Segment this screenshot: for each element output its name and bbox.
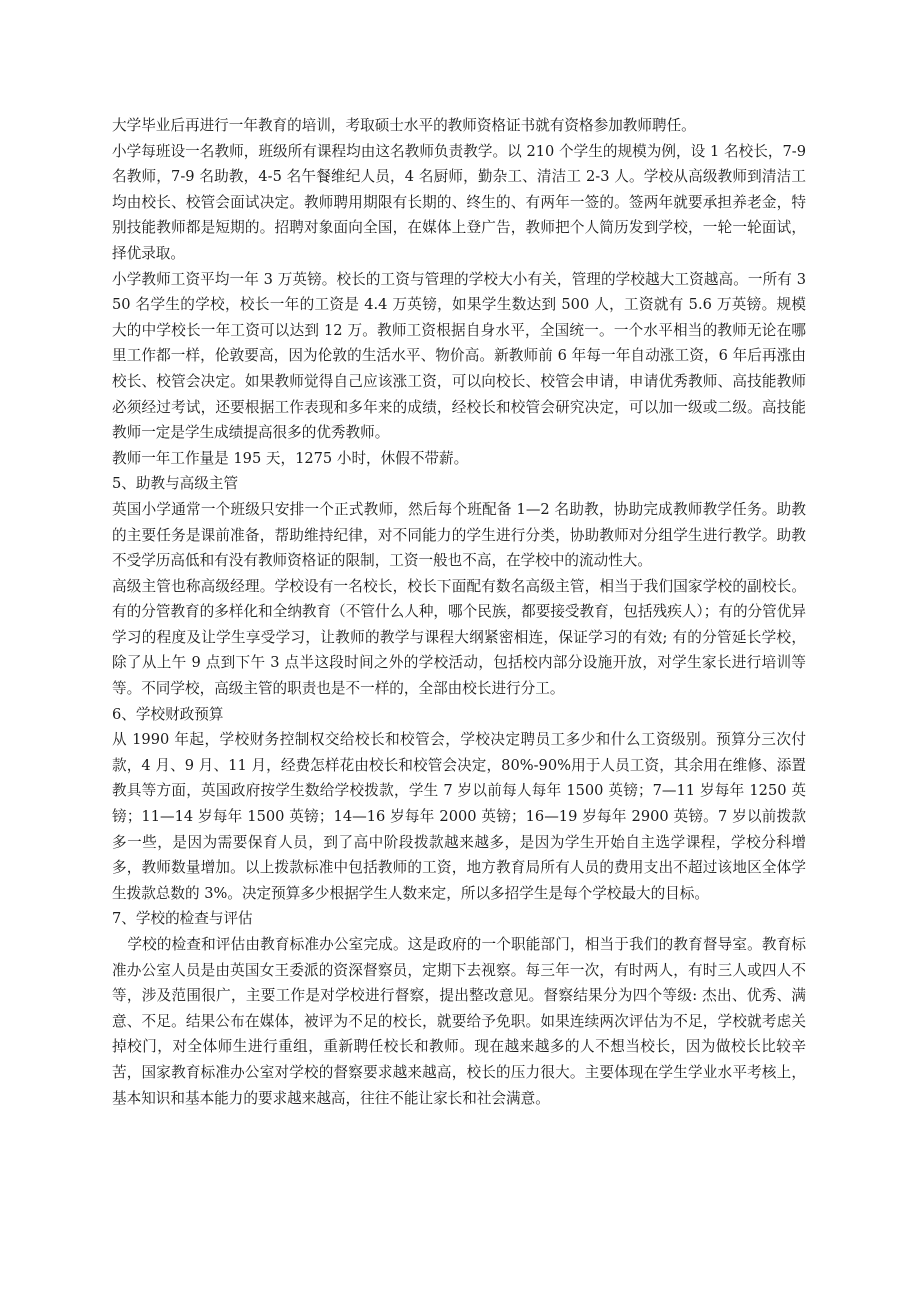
section-heading-5: 5、助教与高级主管: [112, 475, 239, 493]
section-heading-6: 6、学校财政预算: [112, 705, 224, 723]
paragraph-salary: 小学教师工资平均一年 3 万英镑。校长的工资与管理的学校大小有关，管理的学校越大工资越高。一所有 350 名学生的学校，校长一年的工资是 4.4 万英镑，如果学生数达到 500 人，工资就有 5.6 万英镑。规模大的中学校长一年工资可以达到 12 万。教师工资根据自身水平，全国统一。一个水平相当的教师无论在哪里工作都一样，伦敦要高，因为伦敦的生活水平、物价高。新教师前 6 年每一年自动涨工资，6 年后再涨由校长、校管会决定。如果教师觉得自己应该涨工资，可以向校长、校管会申请，申请优秀教师、高技能教师必须经过考试，还要根据工作表现和多年来的成绩，经校长和校管会研究决定，可以加一级或二级。高技能教师一定是学生成绩提高很多的优秀教师。: [112, 270, 806, 442]
section-heading-7: 7、学校的检查与评估: [112, 910, 253, 928]
paragraph-inspection: 学校的检查和评估由教育标准办公室完成。这是政府的一个职能部门，相当于我们的教育督导室。教育标准办公室人员是由英国女王委派的资深督察员，定期下去视察。每三年一次，有时两人，有时三人或四人不等，涉及范围很广，主要工作是对学校进行督察，提出整改意见。督察结果分为四个等级: 杰出、优秀、满意、不足。结果公布在媒体，被评为不足的校长，就要给予免职。如果连续两次评估为不足，学校就考虑关掉校门，对全体师生进行重组，重新聘任校长和教师。现在越来越多的人不想当校长，因为做校长比较辛苦，国家教育标准办公室对学校的督察要求越来越高，校长的压力很大。主要体现在学生学业水平考核上，基本知识和基本能力的要求越来越高，往往不能让家长和社会满意。: [112, 936, 806, 1107]
paragraph-staffing: 小学每班设一名教师，班级所有课程均由这名教师负责教学。以 210 个学生的规模为例，设 1 名校长，7-9 名教师，7-9 名助教，4-5 名午餐维纪人员，4 名厨师，勤杂工、清洁工 2-3 人。学校从高级教师到清洁工均由校长、校管会面试决定。教师聘用期限有长期的、终生的、有两年一签的。签两年就要承担养老金，特别技能教师都是短期的。招聘对象面向全国，在媒体上登广告，教师把个人简历发到学校，一轮一轮面试，择优录取。: [112, 142, 806, 262]
paragraph-teacher-training: 大学毕业后再进行一年教育的培训，考取硕士水平的教师资格证书就有资格参加教师聘任。: [112, 117, 696, 134]
document-body: [112, 113, 806, 1111]
paragraph-workload: 教师一年工作量是 195 天，1275 小时，休假不带薪。: [112, 449, 469, 467]
paragraph-budget: 从 1990 年起，学校财务控制权交给校长和校管会，学校决定聘员工多少和什么工资级别。预算分三次付款，4 月、9 月、11 月，经费怎样花由校长和校管会决定，80%-90%用于人员工资，其余用在维修、添置教具等方面，英国政府按学生数给学校拨款，学生 7 岁以前每人每年 1500 英镑；7—11 岁每年 1250 英镑；11—14 岁每年 1500 英镑；14—16 岁每年 2000 英镑；16—19 岁每年 2900 英镑。7 岁以前拨款多一些，是因为需要保育人员，到了高中阶段拨款越来越多，是因为学生开始自主选学课程，学校分科增多，教师数量增加。以上拨款标准中包括教师的工资，地方教育局所有人员的费用支出不超过该地区全体学生拨款总数的 3%。决定预算多少根据学生人数来定，所以多招学生是每个学校最大的目标。: [112, 731, 806, 902]
paragraph-teaching-assistants: 英国小学通常一个班级只安排一个正式教师，然后每个班配备 1—2 名助教，协助完成教师教学任务。助教的主要任务是课前准备，帮助维持纪律，对不同能力的学生进行分类，协助教师对分组学生进行教学。助教不受学历高低和有没有教师资格证的限制，工资一般也不高，在学校中的流动性大。: [112, 500, 806, 570]
paragraph-senior-managers: 高级主管也称高级经理。学校设有一名校长，校长下面配有数名高级主管，相当于我们国家学校的副校长。有的分管教育的多样化和全纳教育（不管什么人种，哪个民族，都要接受教育，包括残疾人）；有的分管优异学习的程度及让学生享受学习，让教师的教学与课程大纲紧密相连，保证学习的有效; 有的分管延长学校，除了从上午 9 点到下午 3 点半这段时间之外的学校活动，包括校内部分设施开放，对学生家长进行培训等等。不同学校，高级主管的职责也是不一样的，全部由校长进行分工。: [112, 577, 806, 698]
